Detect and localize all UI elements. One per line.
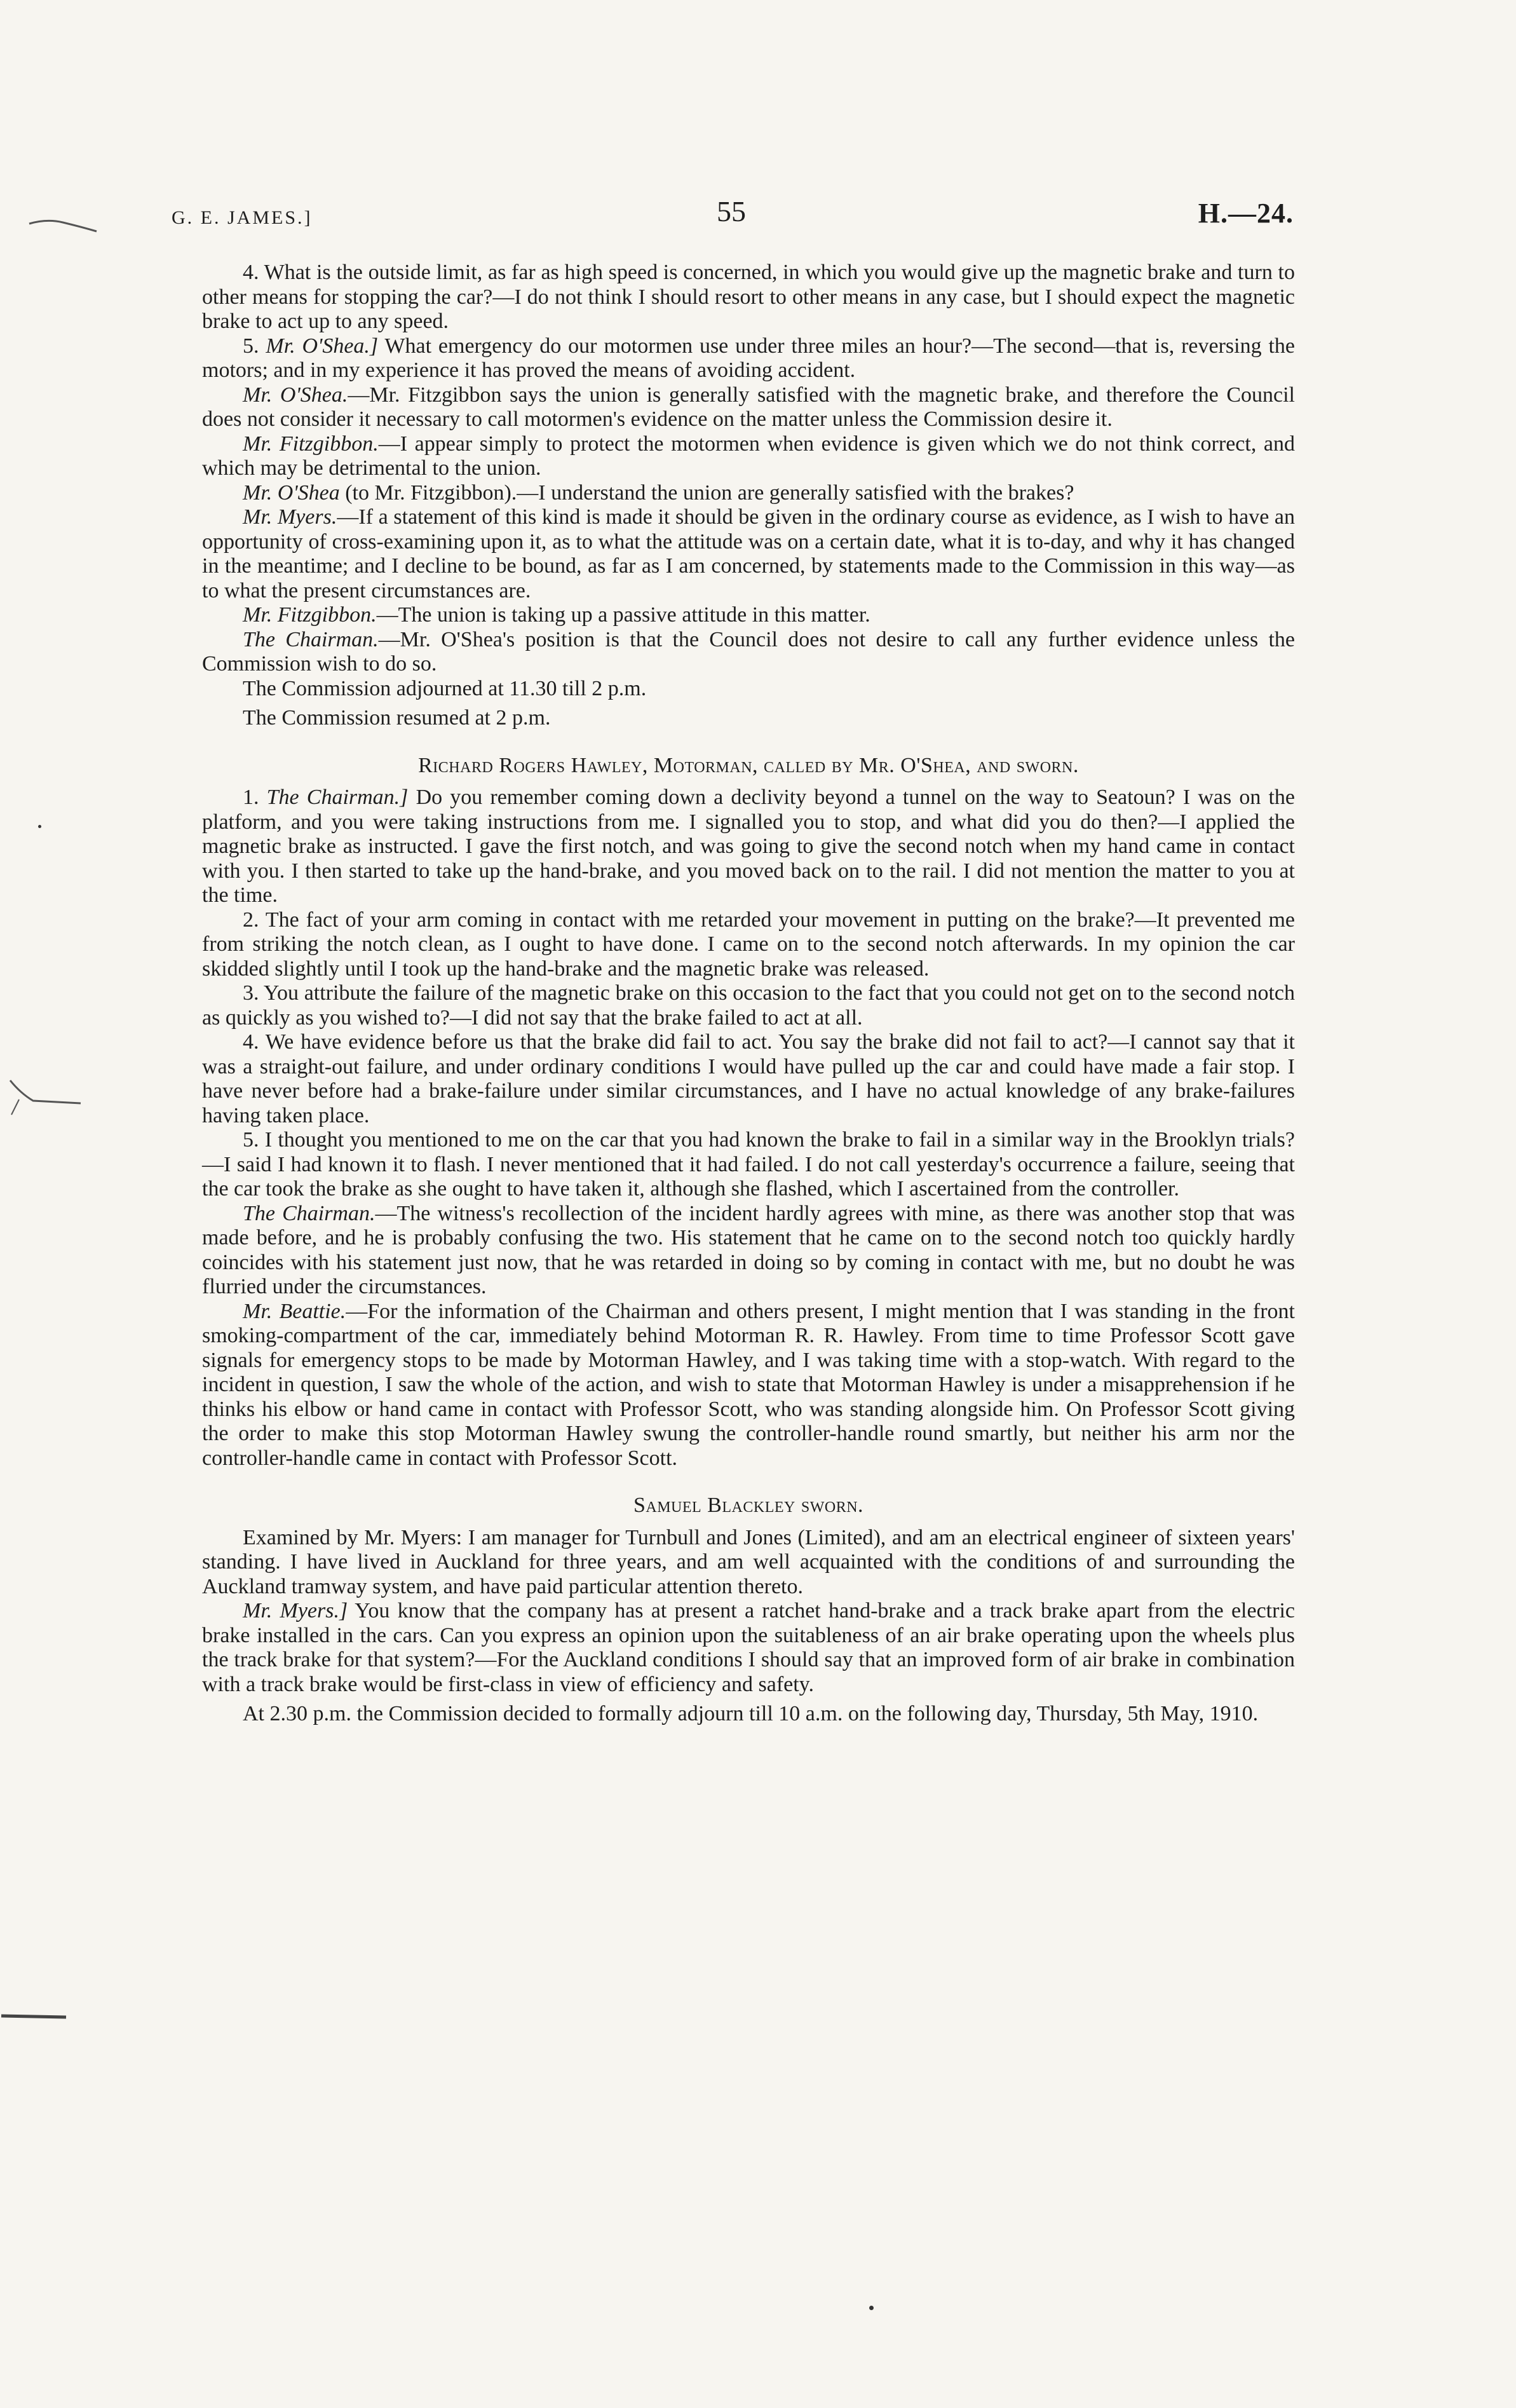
adjourned-note: The Commission adjourned at 11.30 till 2 p.m. [243,676,647,700]
paragraph: 5. I thought you mentioned to me on the car that you had known the brake to fail in a similar way in the Brooklyn trials?—I said I had known it to flash. I never mentioned that it had failed. I do not call yesterday's occurrence a failure, seeing that the car took the brake as she ought to have taken it, although she flashed, which I ascertained from the controller. [202,1128,1296,1201]
witness-heading-blackley: Samuel Blackley sworn. [633,1493,864,1517]
paragraph: Mr. Myers.] You know that the company has at present a ratchet hand-brake and a track brake apart from the electric brake installed in the cars. Can you express an opinion upon the suitableness of an air brake operating upon the wheels plus the track brake for that system?—For the Auckland conditions I should say that an improved form of air brake in combination with a track brake would be first-class in view of efficiency and safety. [202,1599,1295,1696]
speaker: Mr. Fitzgibbon. [243,432,379,456]
header-witness: G. E. JAMES.] [172,207,313,228]
paragraph: 4. What is the outside limit, as far as high speed is concerned, in which you would give up the magnetic brake and turn to other means for stopping the car?—I do not think I should resort to other means in any case, but I should expect the magnetic brake to act up to any speed. [202,261,1295,333]
paragraph: The Chairman.—Mr. O'Shea's position is that the Council does not desire to call any further evidence unless the Commission wish to do so. [202,627,1295,676]
paragraph: 5. Mr. O'Shea.] What emergency do our motormen use under three miles an hour?—The second—that is, reversing the motors; and in my experience it has proved the means of avoiding accident. [202,334,1296,382]
margin-mark-middle [8,1074,84,1119]
speaker: Mr. Myers.] [243,1599,348,1622]
speaker: Mr. O'Shea.] [266,334,379,358]
paragraph: 3. You attribute the failure of the magnetic brake on this occasion to the fact that you could not get on to the second notch as quickly as you wished to?—I did not say that the brake failed to act at all. [202,981,1295,1030]
speaker: Mr. O'Shea [243,480,340,505]
speaker: The Chairman. [243,1201,376,1225]
paragraph: Mr. O'Shea (to Mr. Fitzgibbon).—I understand the union are generally satisfied with the brakes? [243,480,1074,505]
paragraph: The Chairman.—The witness's recollection of the incident hardly agrees with mine, as there was another stop that was made before, and he is probably confusing the two. His statement that he came on to the second notch too quickly hardly coincides with his statement just now, that he was retarded in doing so by coming in contact with me, but no doubt he was flurried under the circumstances. [202,1201,1295,1298]
paragraph: 4. We have evidence before us that the brake did fail to act. You say the brake did not fail to act?—I cannot say that it was a straight-out failure, and under ordinary conditions I would have pulled up the car and could have made a fair stop. I have never before had a brake-failure under similar circumstances, and I have no actual knowledge of any brake-failures having taken place. [202,1030,1296,1127]
speck [38,825,41,828]
paragraph: 1. The Chairman.] Do you remember coming down a declivity beyond a tunnel on the way to Seatoun? I was on the platform, and you were taking instructions from me. I signalled you to stop, and what did you do then?—I applied the magnetic brake as instructed. I gave the first notch, and was going to give the second notch when my hand came in contact with you. I then started to take up the hand-brake, and you moved back on to the rail. I did not mention the matter to you at the time. [202,786,1296,907]
witness-heading-hawley: Richard Rogers Hawley, Motorman, called by Mr. O'Shea, and sworn. [418,753,1079,777]
speaker: Mr. Fitzgibbon. [243,603,377,627]
paragraph: 2. The fact of your arm coming in contact with me retarded your movement in putting on the brake?—It prevented me from striking the notch clean, as I ought to have done. I came on to the second notch afterwards. In my opinion the car skidded slightly until I took up the hand-brake and the magnetic brake was released. [202,908,1295,981]
resumed-note: The Commission resumed at 2 p.m. [243,706,551,730]
header-reference: H.—24. [1198,198,1294,229]
paragraph: Mr. Fitzgibbon.—I appear simply to protect the motormen when evidence is given which we do not think correct, and which may be detrimental to the union. [202,432,1295,480]
paragraph: Mr. Beattie.—For the information of the Chairman and others present, I might mention that I was standing in the front smoking-compartment of the car, immediately behind Motorman R. R. Hawley. From time to time Professor Scott gave signals for emergency stops to be made by Motorman Hawley, and I was taking time with a stop-watch. With regard to the incident in question, I saw the whole of the action, and wish to state that Motorman Hawley is under a misapprehension if he thinks his elbow or hand came in contact with Professor Scott, who was standing alongside him. On Professor Scott giving the order to make this stop Motorman Hawley swung the controller-handle round smartly, but neither his arm nor the controller-handle came in contact with Professor Scott. [202,1299,1295,1470]
closing-note: At 2.30 p.m. the Commission decided to formally adjourn till 10 a.m. on the following day, Thursday, 5th May, 1910. [243,1702,1259,1725]
paragraph: Examined by Mr. Myers: I am manager for Turnbull and Jones (Limited), and am an electrical engineer of sixteen years' standing. I have lived in Auckland for three years, and am well acquainted with the conditions of and surrounding the Auckland tramway system, and have paid particular attention thereto. [202,1525,1295,1598]
paragraph: Mr. Fitzgibbon.—The union is taking up a passive attitude in this matter. [243,603,870,627]
paragraph: Mr. Myers.—If a statement of this kind is made it should be given in the ordinary course as evidence, as I wish to have an opportunity of cross-examining upon it, as to what the attitude was on a certain date, what it is to-day, and why it has changed in the meantime; and I decline to be bound, as far as I am concerned, by statements made to the Commission in this way—as to what the present circumstances are. [202,505,1295,602]
speaker: Mr. Myers. [243,505,337,529]
paragraph: Mr. O'Shea.—Mr. Fitzgibbon says the union is generally satisfied with the magnetic brake, and therefore the Council does not consider it necessary to call motormen's evidence on the matter unless the Commission desire it. [202,383,1295,431]
speaker: Mr. O'Shea. [243,383,348,407]
speaker: The Chairman.] [266,786,409,809]
document-body [202,261,1295,1727]
speck [869,2306,874,2310]
speaker: Mr. Beattie. [243,1299,346,1323]
page-number: 55 [717,195,746,228]
margin-mark-lower [0,2008,70,2024]
speaker: The Chairman. [243,627,379,651]
running-header [0,194,1516,239]
